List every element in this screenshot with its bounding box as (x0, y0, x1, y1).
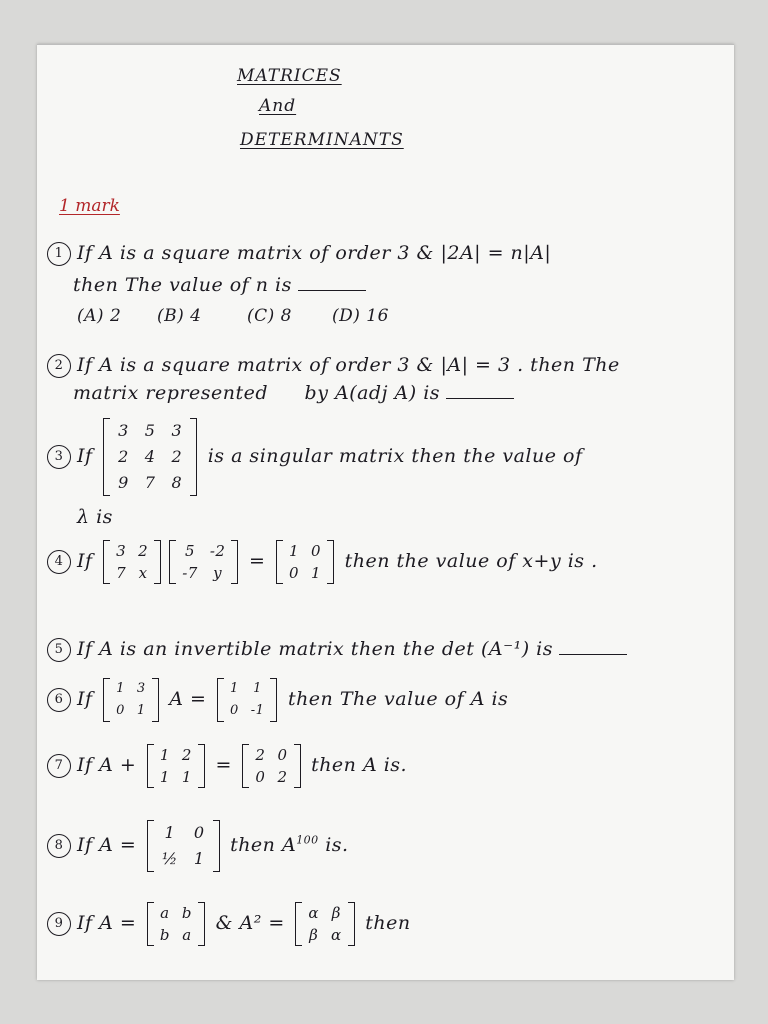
question-2 (47, 354, 620, 378)
question-text: then A is. (311, 754, 408, 776)
question-number: 3 (47, 445, 71, 469)
question-4 (47, 540, 598, 584)
matrix-b: 5 -2 -7 y (169, 540, 238, 584)
page-top-rule (37, 44, 734, 45)
left-bracket (103, 418, 110, 496)
question-number: 6 (47, 688, 71, 712)
right-bracket (190, 418, 197, 496)
question-text: If A is a square matrix of order 3 & |A| = 3 . then The (77, 354, 620, 376)
title-line3: DETERMINANTS (240, 130, 404, 150)
question-number: 7 (47, 754, 71, 778)
question-text: then The value of n is (73, 274, 292, 296)
question-text: then (365, 912, 411, 934)
question-prefix: If A = (77, 834, 137, 856)
question-text: by A(adj A) is (304, 382, 441, 404)
question-number: 9 (47, 912, 71, 936)
question-text: matrix represented (73, 382, 268, 404)
question-text: then A (230, 834, 297, 856)
question-mid: A = (169, 688, 207, 710)
question-text: then the value of x+y is . (344, 550, 598, 572)
matrix-identity: 1 0 0 1 (276, 540, 334, 584)
question-1 (47, 242, 551, 266)
matrix-a: 1 3 0 1 (103, 678, 159, 722)
matrix-a: 1 0 ½ 1 (147, 820, 220, 872)
matrix-b: 1 1 0 -1 (217, 678, 277, 722)
question-text: If A is an invertible matrix then the det (A⁻¹) is (77, 638, 553, 660)
question-prefix: If (77, 688, 93, 710)
option-a: (A) 2 (77, 306, 122, 326)
question-9 (47, 902, 411, 946)
title-line1: MATRICES (237, 66, 342, 86)
question-2-line2 (73, 382, 514, 404)
question-7 (47, 744, 407, 788)
question-text: is. (325, 834, 349, 856)
question-prefix: If A = (77, 912, 137, 934)
question-1-options (77, 306, 389, 326)
question-prefix: If (77, 550, 93, 572)
option-c: (C) 8 (247, 306, 292, 326)
answer-blank (559, 654, 627, 655)
question-text: then The value of A is (287, 688, 509, 710)
section-heading: 1 mark (59, 196, 120, 216)
notebook-page (37, 44, 734, 980)
question-text: is a singular matrix then the value of (207, 445, 583, 467)
question-mid: & A² = (215, 912, 285, 934)
question-number: 2 (47, 354, 71, 378)
matrix-a: 3 2 7 x (103, 540, 161, 584)
question-prefix: If (77, 445, 93, 467)
matrix-3x3: 3 5 3 2 4 2 9 7 8 (103, 418, 197, 496)
equals-sign: = (215, 754, 232, 776)
power: 100 (296, 833, 319, 847)
question-3-line2: λ is (77, 506, 113, 528)
question-1-line2 (73, 274, 366, 296)
equals-sign: = (248, 550, 266, 572)
question-number: 4 (47, 550, 71, 574)
question-number: 5 (47, 638, 71, 662)
option-d: (D) 16 (332, 306, 389, 326)
matrix-b: α β β α (295, 902, 354, 946)
question-number: 8 (47, 834, 71, 858)
question-text: If A is a square matrix of order 3 & |2A| = n|A| (77, 242, 552, 264)
answer-blank (446, 398, 514, 399)
question-prefix: If A + (77, 754, 137, 776)
title-line2: And (259, 96, 297, 116)
matrix-a: a b b a (147, 902, 205, 946)
question-6 (47, 678, 508, 722)
question-3 (47, 418, 583, 496)
question-5 (47, 638, 627, 662)
question-number: 1 (47, 242, 71, 266)
matrix-a: 1 2 1 1 (147, 744, 205, 788)
answer-blank (298, 290, 366, 291)
option-b: (B) 4 (157, 306, 202, 326)
question-8 (47, 820, 349, 872)
matrix-b: 2 0 0 2 (242, 744, 300, 788)
